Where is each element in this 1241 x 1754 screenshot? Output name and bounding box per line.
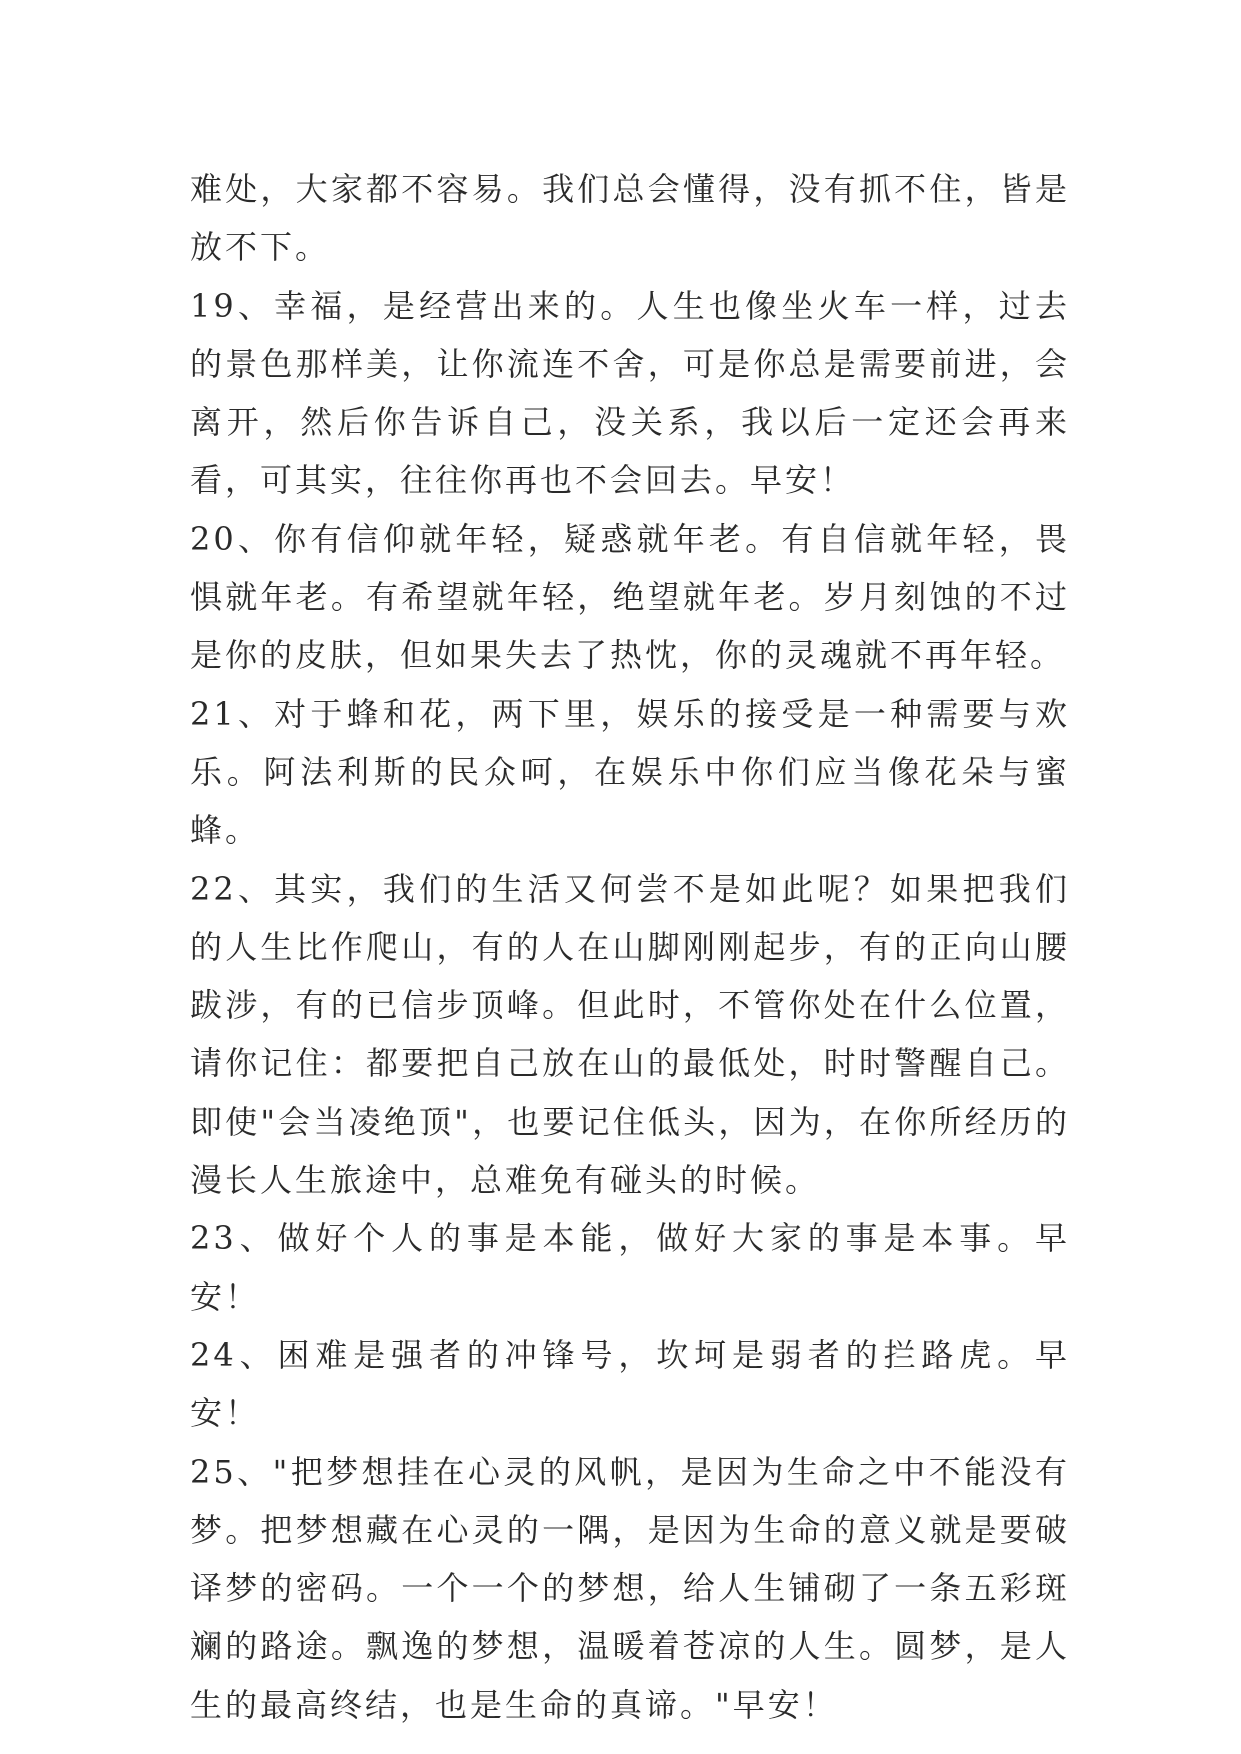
paragraph-19: 19、幸福，是经营出来的。人生也像坐火车一样，过去的景色那样美，让你流连不舍，可是你总是需要前进，会离开，然后你告诉自己，没关系，我以后一定还会再来看，可其实，往往你再也不会回去。早安！ bbox=[190, 286, 1070, 500]
paragraph-20: 20、你有信仰就年轻，疑惑就年老。有自信就年轻，畏惧就年老。有希望就年轻，绝望就年老。岁月刻蚀的不过是你的皮肤，但如果失去了热忱，你的灵魂就不再年轻。 bbox=[190, 519, 1070, 675]
paragraph-22: 22、其实，我们的生活又何尝不是如此呢？如果把我们的人生比作爬山，有的人在山脚刚刚起步，有的正向山腰跋涉，有的已信步顶峰。但此时，不管你处在什么位置，请你记住：都要把自己放在山的最低处，时时警醒自己。即使"会当凌绝顶"，也要记住低头，因为，在你所经历的漫长人生旅途中，总难免有碰头的时候。 bbox=[190, 869, 1070, 1200]
paragraph-23: 23、做好个人的事是本能，做好大家的事是本事。早安！ bbox=[190, 1219, 1070, 1316]
document-body bbox=[190, 160, 1070, 1734]
paragraph-21: 21、对于蜂和花，两下里，娱乐的接受是一种需要与欢乐。阿法利斯的民众呵，在娱乐中你们应当像花朵与蜜蜂。 bbox=[190, 694, 1070, 850]
paragraph-continuation: 难处，大家都不容易。我们总会懂得，没有抓不住，皆是放不下。 bbox=[190, 170, 1070, 267]
paragraph-24: 24、困难是强者的冲锋号，坎坷是弱者的拦路虎。早安！ bbox=[190, 1335, 1070, 1433]
paragraph-25: 25、"把梦想挂在心灵的风帆，是因为生命之中不能没有梦。把梦想藏在心灵的一隅，是因为生命的意义就是要破译梦的密码。一个一个的梦想，给人生铺砌了一条五彩斑斓的路途。飘逸的梦想，温暖着苍凉的人生。圆梦，是人生的最高终结，也是生命的真谛。"早安！ bbox=[190, 1452, 1070, 1724]
